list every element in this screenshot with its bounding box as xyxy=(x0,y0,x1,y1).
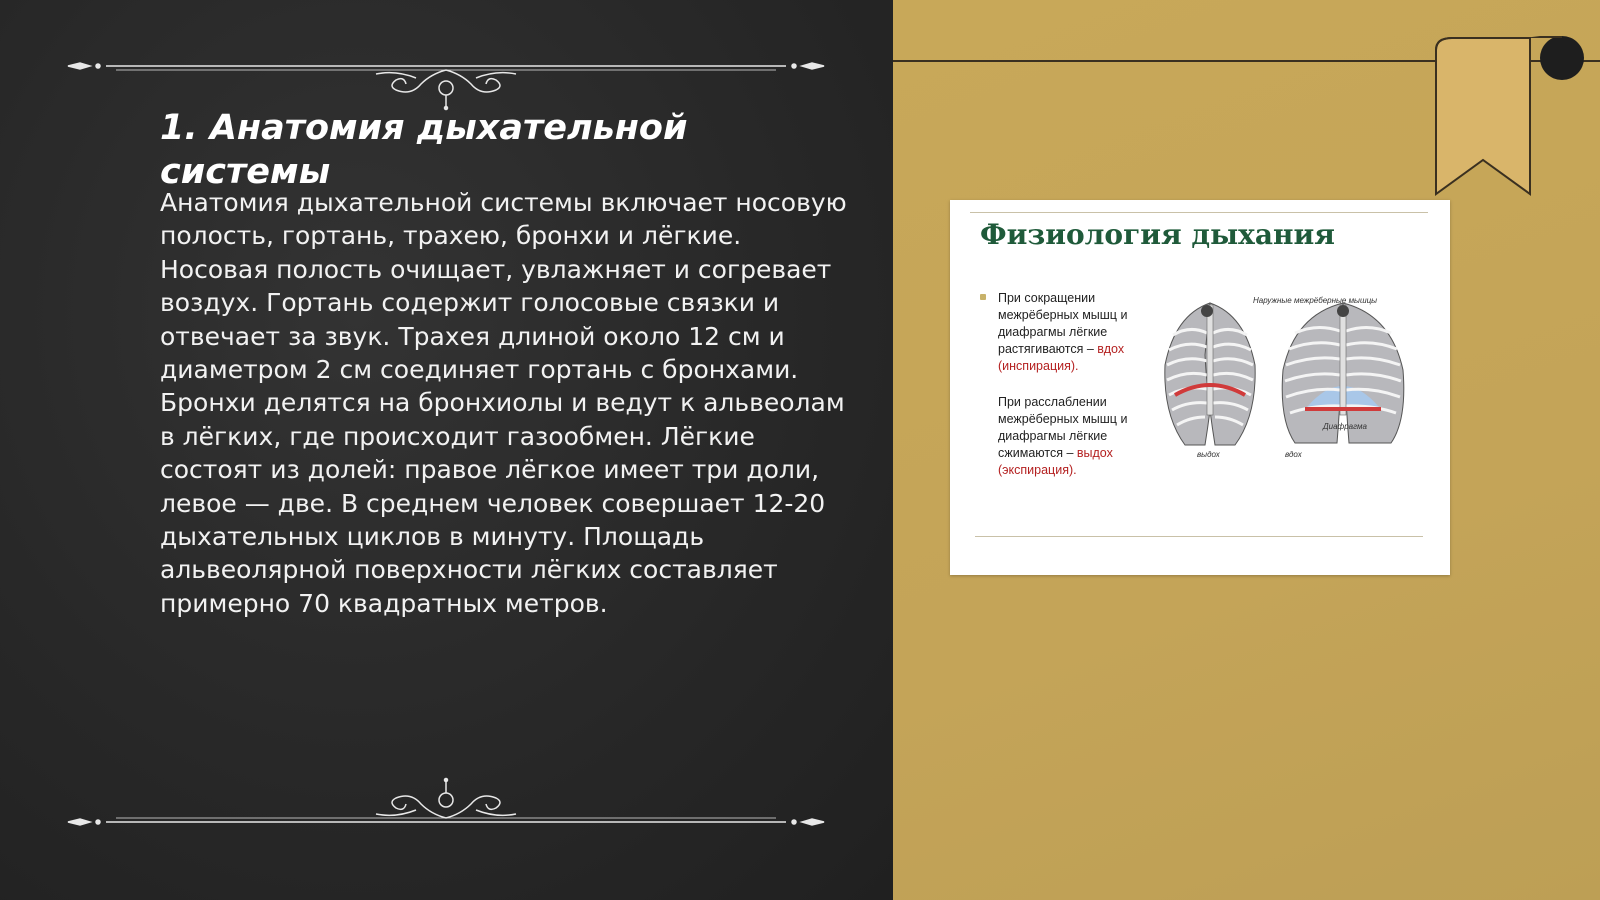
inhale-text: При сокращении межрёберных мышц и диафрагмы лёгкие растягиваются – xyxy=(998,291,1128,356)
label-inhale: вдох xyxy=(1285,450,1302,459)
figure-top-rule xyxy=(970,212,1428,213)
exhale-highlight: выдох (экспирация). xyxy=(998,446,1113,477)
inhale-highlight: вдох (инспирация). xyxy=(998,342,1125,373)
figure-title: Физиология дыхания xyxy=(980,218,1335,251)
bookmark-ribbon-icon xyxy=(1430,36,1600,206)
ribcage-illustration xyxy=(1155,295,1425,465)
figure-bullet-exhale xyxy=(998,394,1150,479)
figure-bullet-marker xyxy=(980,294,986,300)
label-intercostal-muscles: Наружные межрёберные мышцы xyxy=(1253,296,1378,305)
figure-bottom-rule xyxy=(975,536,1423,537)
label-diaphragm: Диафрагма xyxy=(1323,422,1367,431)
ribcage-exhale-image xyxy=(1165,303,1255,445)
bottom-ornament-divider xyxy=(66,772,826,832)
slide-title: 1. Анатомия дыхательной системы xyxy=(160,108,688,192)
label-exhale: выдох xyxy=(1197,450,1220,459)
physiology-figure xyxy=(950,200,1450,575)
figure-bullet-inhale xyxy=(998,290,1150,375)
slide-body-text: Анатомия дыхательной системы включает носовую полость, гортань, трахею, бронхи и лёгкие. Носовая полость очищает, увлажняет и согревает воздух. Гортань содержит голосовые связки и отвечает за звук. Трахея длиной около 12 см и диаметром 2 см соединяет гортань с бронхами. Бронхи делятся на бронхиолы и ведут к альвеолам в лёгких, где происходит газообмен. Лёгкие состоят из долей: правое лёгкое имеет три доли, левое — две. В среднем человек совершает 12-20 дыхательных циклов в минуту. Площадь альвеолярной поверхности лёгких составляет примерно 70 квадратных метров. xyxy=(160,188,847,618)
exhale-text: При расслаблении межрёберных мышц и диафрагмы лёгкие сжимаются – xyxy=(998,395,1128,460)
